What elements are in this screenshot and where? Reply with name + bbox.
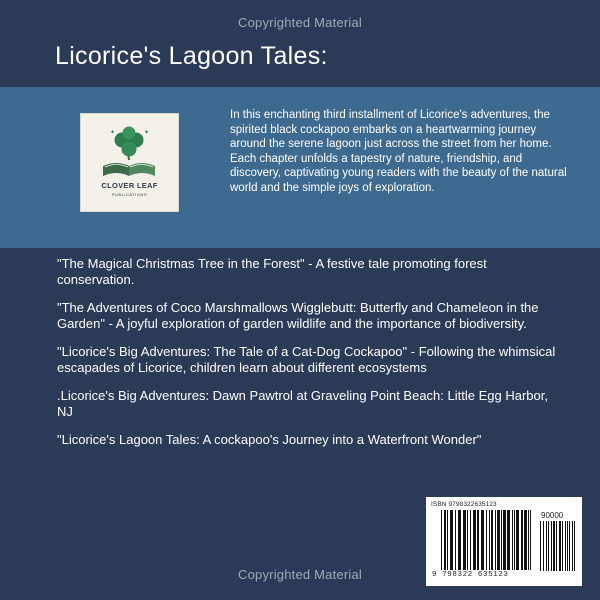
watermark-bottom: Copyrighted Material (238, 567, 362, 582)
price-code: 90000 (541, 511, 564, 520)
barcode-bar (524, 510, 527, 570)
other-books-list (57, 256, 557, 460)
barcode-bar (491, 510, 493, 570)
clover-leaf-top (123, 127, 136, 140)
isbn-barcode (441, 510, 535, 570)
sparkle-right-icon: ✦ (144, 129, 150, 136)
barcode-bar (444, 510, 446, 570)
barcode-bar (467, 510, 468, 570)
barcode-bar (470, 510, 471, 570)
barcode-bar (521, 510, 523, 570)
barcode-bar (528, 510, 529, 570)
list-item: "The Magical Christmas Tree in the Forest" - A festive tale promoting forest conservation. (57, 256, 487, 287)
barcode-bar (574, 521, 575, 571)
barcode-bar (455, 510, 456, 570)
barcode-bar (556, 521, 557, 571)
barcode-bar (516, 510, 519, 570)
list-item: .Licorice's Big Adventures: Dawn Pawtrol at Graveling Point Beach: Little Egg Harbor, NJ (57, 388, 548, 419)
barcode-bar (569, 521, 570, 571)
publisher-name: CLOVER LEAF (101, 181, 158, 190)
barcode-bar (530, 510, 531, 570)
publisher-logo (80, 113, 179, 212)
barcode-bar (562, 521, 563, 571)
list-item: "Licorice's Lagoon Tales: A cockapoo's Journey into a Waterfront Wonder" (57, 432, 482, 447)
barcode-bar (477, 510, 479, 570)
addon-barcode (540, 521, 578, 571)
barcode-bar (441, 510, 442, 570)
watermark-top: Copyrighted Material (238, 15, 362, 30)
book-right-page (129, 163, 155, 176)
barcode-bar (548, 521, 549, 571)
barcode-bar (540, 521, 541, 571)
list-item: "Licorice's Big Adventures: The Tale of a Cat-Dog Cockapoo" - Following the whimsical escapades of Licorice, children learn about different ecosystems (57, 344, 556, 375)
sparkle-left-icon: ✦ (110, 129, 116, 136)
barcode-bar (463, 510, 466, 570)
barcode-bar (507, 510, 510, 570)
book-description: In this enchanting third installment of Licorice's adventures, the spirited black cockapoo embarks on a heartwarming journey around the serene lagoon just across the street from her home. Each chapter unfolds a tapestry of nature, friendship, and discovery, captivating young readers with the beauty of the natural world and the simple joys of exploration. (230, 109, 567, 194)
barcode-bar (567, 521, 568, 571)
barcode-bar (514, 510, 515, 570)
barcode-bar (543, 521, 544, 571)
barcode-bar (458, 510, 461, 570)
isbn-label: ISBN 9798322635123 (431, 501, 497, 508)
barcode-bar (551, 521, 552, 571)
barcode-bar (497, 510, 500, 570)
clover-leaf-bottom (122, 142, 137, 157)
barcode-bar (512, 510, 513, 570)
barcode-bar (553, 521, 555, 571)
barcode-bar (473, 510, 476, 570)
barcode-bar (447, 510, 448, 570)
barcode-bar (481, 510, 484, 570)
barcode-bar (495, 510, 496, 570)
barcode-bar (501, 510, 502, 570)
barcode-digits: 9 798322 635123 (432, 571, 509, 579)
barcode-bar (565, 521, 566, 571)
publisher-tagline: PUBLICATIONS (111, 192, 148, 197)
back-cover-title: Licorice's Lagoon Tales: (55, 42, 328, 70)
barcode-bar (486, 510, 487, 570)
barcode-bar (503, 510, 506, 570)
barcode-bar (572, 521, 573, 571)
barcode-bar (450, 510, 453, 570)
list-item: "The Adventures of Coco Marshmallows Wigglebutt: Butterfly and Chameleon in the Garden" - A joyful exploration of garden wildlife and the importance of biodiversity. (57, 300, 539, 331)
barcode-bar (559, 521, 561, 571)
barcode-bar (546, 521, 547, 571)
book-left-page (103, 163, 129, 176)
barcode-bar (489, 510, 490, 570)
